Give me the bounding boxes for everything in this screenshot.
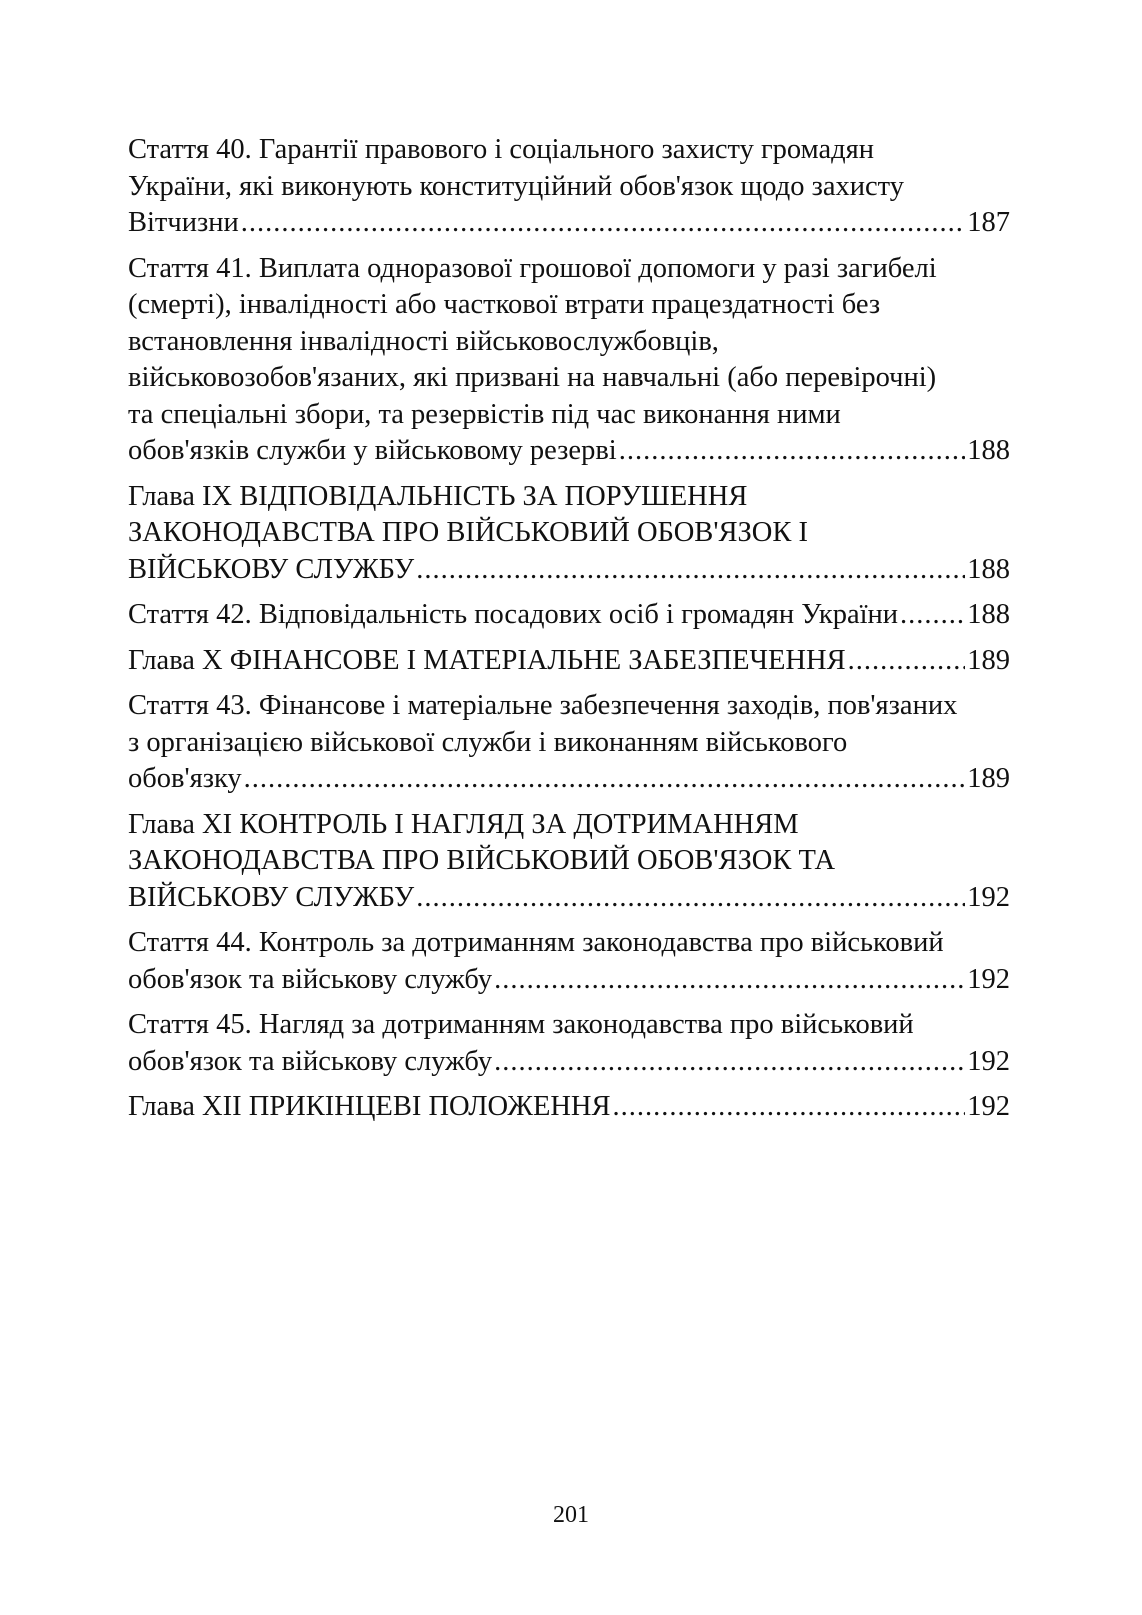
- dot-leader: [619, 433, 966, 470]
- toc-entry-line: ЗАКОНОДАВСТВА ПРО ВІЙСЬКОВИЙ ОБОВ'ЯЗОК ТА: [128, 845, 836, 876]
- toc-entry-text: обов'язок та військову службу: [128, 963, 493, 995]
- toc-page-number: 192: [967, 1091, 1010, 1122]
- toc-entry-text: Вітчизни: [128, 207, 239, 238]
- toc-entry-last-line: [128, 433, 1010, 470]
- dot-leader: [494, 962, 965, 999]
- toc-entry-line: Стаття 41. Виплата одноразової грошової допомоги у разі загибелі: [128, 252, 937, 284]
- toc-entry[interactable]: [128, 597, 1010, 634]
- toc-entry-last-line: [128, 597, 1010, 634]
- toc-page-number: 188: [967, 553, 1010, 585]
- toc-entry-line: та спеціальні збори, та резервістів під час виконання ними: [128, 398, 841, 430]
- dot-leader: [241, 205, 966, 242]
- toc-entry-line: Стаття 45. Нагляд за дотриманням законодавства про військовий: [128, 1009, 914, 1040]
- toc-entry-line: Стаття 40. Гарантії правового і соціального захисту громадян: [128, 134, 874, 165]
- dot-leader: [848, 643, 966, 680]
- toc-entry-last-line: [128, 643, 1010, 680]
- toc-entry[interactable]: [128, 925, 1010, 998]
- toc-entry-text: Стаття 42. Відповідальність посадових осіб і громадян України: [128, 599, 899, 630]
- toc-page-number: 188: [967, 599, 1010, 630]
- toc-entry-line: (смерті), інвалідності або часткової втрати працездатності без: [128, 289, 881, 320]
- toc-page-number: 188: [967, 435, 1010, 466]
- toc-page-number: 187: [967, 207, 1010, 238]
- toc-entry[interactable]: [128, 688, 1010, 798]
- toc-entry-last-line: [128, 552, 1010, 589]
- dot-leader: [244, 761, 966, 798]
- toc-entry-last-line: [128, 1044, 1010, 1081]
- toc-entry-line: ЗАКОНОДАВСТВА ПРО ВІЙСЬКОВИЙ ОБОВ'ЯЗОК І: [128, 517, 808, 548]
- toc-entry-line: Глава IX ВІДПОВІДАЛЬНІСТЬ ЗА ПОРУШЕННЯ: [128, 480, 748, 512]
- toc-entry-text: Глава XII ПРИКІНЦЕВІ ПОЛОЖЕННЯ: [128, 1091, 611, 1122]
- toc-page-number: 192: [967, 963, 1010, 995]
- toc-entry-last-line: [128, 761, 1010, 798]
- toc-entry-line: Стаття 43. Фінансове і матеріальне забезпечення заходів, пов'язаних: [128, 690, 958, 721]
- page-number: 201: [553, 1502, 589, 1528]
- toc-entry[interactable]: [128, 132, 1010, 242]
- dot-leader: [416, 552, 965, 589]
- dot-leader: [900, 597, 965, 634]
- toc-entry-text: обов'язок та військову службу: [128, 1045, 493, 1077]
- toc-entry[interactable]: [128, 251, 1010, 470]
- toc-entry-last-line: [128, 880, 1010, 917]
- toc-entry-text: ВІЙСЬКОВУ СЛУЖБУ: [128, 553, 415, 585]
- toc-entry-line: Стаття 44. Контроль за дотриманням законодавства про військовий: [128, 927, 944, 958]
- toc-entry-text: ВІЙСЬКОВУ СЛУЖБУ: [128, 881, 415, 913]
- toc-page-number: 189: [967, 644, 1010, 676]
- toc-entry[interactable]: [128, 479, 1010, 589]
- toc-entry-line: Глава XI КОНТРОЛЬ І НАГЛЯД ЗА ДОТРИМАННЯМ: [128, 808, 799, 840]
- toc-entry[interactable]: [128, 1089, 1010, 1126]
- toc-entry-line: військовозобов'язаних, які призвані на навчальні (або перевірочні): [128, 362, 937, 393]
- dot-leader: [416, 880, 965, 917]
- toc-page-number: 192: [967, 881, 1010, 913]
- toc-entry-line: України, які виконують конституційний обов'язок щодо захисту: [128, 170, 904, 202]
- dot-leader: [613, 1089, 966, 1126]
- toc-entry-line: з організацією військової служби і виконанням військового: [128, 726, 848, 758]
- toc-entry[interactable]: [128, 1007, 1010, 1080]
- table-of-contents: [128, 132, 1010, 1135]
- toc-entry[interactable]: [128, 643, 1010, 680]
- toc-entry-text: Глава X ФІНАНСОВЕ І МАТЕРІАЛЬНЕ ЗАБЕЗПЕЧЕННЯ: [128, 644, 846, 676]
- toc-entry-last-line: [128, 1089, 1010, 1126]
- toc-entry-last-line: [128, 205, 1010, 242]
- toc-entry-text: обов'язків служби у військовому резерві: [128, 435, 617, 466]
- toc-page-number: 192: [967, 1045, 1010, 1077]
- toc-entry-text: обов'язку: [128, 763, 242, 794]
- toc-entry[interactable]: [128, 807, 1010, 917]
- toc-entry-line: встановлення інвалідності військовослужбовців,: [128, 325, 719, 357]
- toc-page-number: 189: [967, 763, 1010, 794]
- toc-entry-last-line: [128, 962, 1010, 999]
- dot-leader: [494, 1044, 965, 1081]
